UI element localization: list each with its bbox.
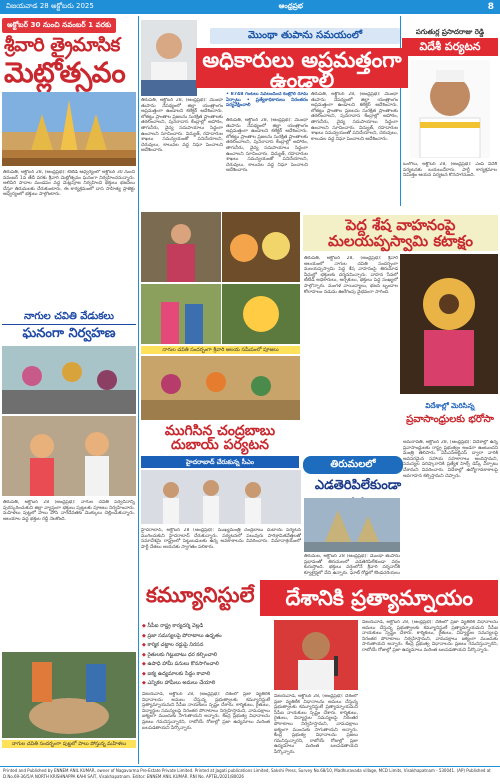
imprint-footer: Printed and Published by ENNEM ANIL KUMAR, owner of Nagavarma Pre-Estate Private Limited. Printed at Jagati publications Limited, Sakshi Press, Survey No.68/10, Madhuravada village, MCD Limits, Visakhapatnam - 530041. (AP) Published at D.No.69-36/5/A NORTH KRISHNAPPA KAHI SAIT, Visakhapatnam. Editor: ENNEM ANIL KUMAR. RNI No. APTEL/2021/80026 — [0, 766, 500, 784]
offerings-photo — [222, 212, 300, 282]
bullet-item: ◆ కార్మిక చట్టాల రద్దుపై నిరసన — [142, 641, 272, 651]
nagula-caption: నాగుల చవితి సందర్భంగా పుట్టలో పాలు పోస్తున్న మహిళలు — [2, 740, 136, 748]
cbn-subhead: హైదరాబాద్ చేరుకున్న సీఎం — [141, 456, 299, 468]
communist-headline — [140, 580, 498, 616]
right-top-kicker: పగుతుర్ల ప్రసాదరాజు రెడ్డి — [415, 28, 485, 36]
vahanam-caption: నాగుల చవితి సందర్భంగా శ్రీవారి ఆలయ సమీపంలో పూజలు — [141, 346, 300, 354]
montha-article-body-col2: తిరుపతి, అక్టోబర్ 28, (ఆంధ్రప్రభ): మొంథా తుపాను నేపథ్యంలో జిల్లా యంత్రాంగం అప్రమత్తంగా ఉండాలని కలెక్టర్ ఆదేశించారు. లోతట్టు ప్రాంతాల ప్రజలను సురక్షిత ప్రాంతాలకు తరలించాలని, పునరావాస కేంద్రాల్లో ఆహారం, తాగునీరు, వైద్య సదుపాయాలు సిద్ధంగా ఉంచాలని సూచించారు. విద్యుత్, రహదారుల శాఖలు సమన్వయంతో పనిచేయాలని, చెరువులు, కాలువల వద్ద నిఘా పెంచాలని ఆదేశించారు. — [226, 118, 308, 174]
montha-kicker: మొంథా తుపాను సమయంలో — [210, 28, 400, 44]
column-rule — [400, 16, 401, 206]
cbn-kicker: ముగిసిన చంద్రబాబు దుబాయ్ పర్యటన — [164, 423, 276, 453]
section-name: ఆంధ్రప్రభ — [278, 2, 303, 10]
communist-headline-a: కమ్యూనిస్టులే — [146, 583, 255, 607]
edition-date: విజయవాడ 28 అక్టోబరు 2025 — [6, 2, 94, 10]
page-header-bar — [0, 0, 500, 14]
communist-article-body-col2: విజయవాడ, అక్టోబర్ 28, (ఆంధ్రప్రభ): దేశంలో ప్రజా వ్యతిరేక విధానాలను అమలు చేస్తున్న ప్రభుత్వాలకు కమ్యూనిస్టులే ప్రత్యామ్నాయమని సీపీఐ నాయకులు స్పష్టం చేశారు. కార్మికులు, రైతులు, విద్యార్థుల సమస్యలపై నిరంతర పోరాటాలు నిర్వహిస్తామని, వామపక్షాలు ఐక్యంగా ముందుకు సాగుతాయని అన్నారు. కేంద్ర ప్రభుత్వ విధానాలను ప్రజలు గమనిస్తున్నారని, రాబోయే రోజుల్లో ప్రజా ఉద్యమాలు మరింత బలపడతాయని పేర్కొన్నారు. — [362, 620, 498, 653]
tirumala-article-body: తిరుపతి, అక్టోబర్ 28, (ఆంధ్రప్రభ): టీటీడీ ఆధ్వర్యంలో అక్టోబర్ 30 నుంచి నవంబర్ 1వ తేదీ వరకు శ్రీవారి మెట్లోత్సవం ఘనంగా నిర్వహించనున్నారు. అలిపిరి పాదాల మండపం వద్ద మెట్లపూజ నిర్వహించి భక్తులు భజనలు చేస్తూ తిరుమలకు చేరుకుంటారు. ఈ కార్యక్రమంలో దాస సాహిత్య ప్రాజెక్టు ఆధ్వర్యంలో భక్తులు పాల్గొంటారు. — [3, 170, 135, 198]
nagula-article-body: తిరుపతి, అక్టోబర్ 28 (ఆంధ్రప్రభ): నాగుల చవితి పర్వదినాన్ని పురస్కరించుకుని జిల్లా వ్యాప్తంగా భక్తులు పుట్టలకు పూజలు నిర్వహించారు. మహిళలు పుట్టలో పాలు పోసి నాగదేవతకు మొక్కులు చెల్లించుకున్నారు. ఆలయాల వద్ద భక్తుల రద్దీ నెలకొంది. — [3, 500, 135, 522]
devotee-puja-photo — [141, 212, 221, 282]
rain-temple-photo — [304, 498, 400, 552]
snake-mound-photo — [2, 652, 136, 738]
montha-headline: అధికారులు అప్రమత్తంగా ఉండాలి — [196, 48, 408, 88]
festival-crowd-photo — [141, 356, 300, 420]
ps-kicker: విదేశాల్లో మెరిసిన్న — [425, 402, 475, 410]
tirumala-kicker: అక్టోబర్ 30 నుంచి నవంబర్ 1 వరకు — [2, 18, 116, 33]
communist-article-body: విజయవాడ, అక్టోబర్ 28, (ఆంధ్రప్రభ): దేశంలో ప్రజా వ్యతిరేక విధానాలను అమలు చేస్తున్న ప్రభుత్వాలకు కమ్యూనిస్టులే ప్రత్యామ్నాయమని సీపీఐ నాయకులు స్పష్టం చేశారు. కార్మికులు, రైతులు, విద్యార్థుల సమస్యలపై నిరంతర పోరాటాలు నిర్వహిస్తామని, వామపక్షాలు ఐక్యంగా ముందుకు సాగుతాయని అన్నారు. కేంద్ర ప్రభుత్వ విధానాలను ప్రజలు గమనిస్తున్నారని, రాబోయే రోజుల్లో ప్రజా ఉద్యమాలు మరింత బలపడతాయని పేర్కొన్నారు. — [274, 694, 358, 755]
communist-article-body-col1: విజయవాడ, అక్టోబర్ 28, (ఆంధ్రప్రభ): దేశంలో ప్రజా వ్యతిరేక విధానాలను అమలు చేస్తున్న ప్రభుత్వాలకు కమ్యూనిస్టులే ప్రత్యామ్నాయమని సీపీఐ నాయకులు స్పష్టం చేశారు. కార్మికులు, రైతులు, విద్యార్థుల సమస్యలపై నిరంతర పోరాటాలు నిర్వహిస్తామని, వామపక్షాలు ఐక్యంగా ముందుకు సాగుతాయని అన్నారు. కేంద్ర ప్రభుత్వ విధానాలను ప్రజలు గమనిస్తున్నారని, రాబోయే రోజుల్లో ప్రజా ఉద్యమాలు మరింత బలపడతాయని పేర్కొన్నారు. — [142, 692, 270, 731]
speaker-photo — [274, 620, 358, 690]
bullet-item: ◆ ప్రజా సమస్యలపై పోరాటాలు ఉధృతం — [142, 632, 272, 642]
vahanam-article-body: తిరుపతి, అక్టోబర్ 28, (ఆంధ్రప్రభ): శ్రీవారి ఆలయంలో నాగుల చవితి సందర్భంగా మలయప్పస్వామి పెద్ద శేష వాహనంపై తిరుమాడ వీధుల్లో భక్తులకు దర్శనమిచ్చారు. వాహన సేవలో టీటీడీ అధికారులు, అర్చకులు, భక్తులు పెద్ద సంఖ్యలో పాల్గొన్నారు. మంగళ వాయిద్యాలు, భజన బృందాల కోలాహలం నడుమ ఊరేగింపు వైభవంగా సాగింది. — [304, 256, 398, 295]
rain-kicker: తిరుమలలో — [303, 456, 403, 474]
right-top-article-body: ఒంగోలు, అక్టోబర్ 28, (ఆంధ్రప్రభ): ఎంపీ విదేశీ పర్యటనకు బయలుదేరారు. పార్టీ కార్యక్రమాల నిమిత్తం ఆయన పర్యటన కొనసాగనుంది. — [403, 162, 497, 179]
ps-article-body: అమరావతి, అక్టోబర్ 28, (ఆంధ్రప్రభ): విదేశాల్లో ఉన్న ప్రవాసాంధ్రులకు రాష్ట్ర ప్రభుత్వం అండగా ఉంటుందని మంత్రి తెలిపారు. ఏపీఎన్ఆర్టీఎస్ ద్వారా వారికి అవసరమైన సహాయ సహకారాలు అందిస్తామని, సమస్యల పరిష్కారానికి ప్రత్యేక హెల్ప్ డెస్క్ ఏర్పాటు చేశామని వివరించారు. విదేశాల్లో ఉద్యోగావకాశాలపై అవగాహన కల్పిస్తామని చెప్పారు. — [403, 440, 498, 479]
nagula-headline: ఘనంగా నిర్వహణ — [22, 326, 116, 341]
ps-headline: ప్రవాసాంధ్రులకు భరోసా — [406, 414, 494, 425]
women-puja-photo — [141, 284, 221, 344]
bullet-item: ◆ ఉపాధి హామీ పనులు కొనసాగించాలి — [142, 660, 272, 670]
communist-bullets — [142, 622, 272, 689]
nagula-photo — [2, 346, 136, 414]
rain-article-body: తిరుమల, అక్టోబర్ 28 (ఆంధ్రప్రభ): మొంథా తుపాను ప్రభావంతో తిరుమలలో ఎడతెరిపిలేకుండా వర్షం కురుస్తోంది. భక్తులు వర్షంలోనే శ్రీవారి దర్శనానికి క్యూలైన్లలో వేచి ఉన్నారు. ఘాట్ రోడ్లలో కొండచరియలు — [304, 554, 400, 576]
right-top-headline: విదేశీ పర్యటన — [402, 38, 498, 56]
montha-article-body-col3: తిరుపతి, అక్టోబర్ 28, (ఆంధ్రప్రభ): మొంథా తుపాను నేపథ్యంలో జిల్లా యంత్రాంగం అప్రమత్తంగా ఉండాలని కలెక్టర్ ఆదేశించారు. లోతట్టు ప్రాంతాల ప్రజలను సురక్షిత ప్రాంతాలకు తరలించాలని, పునరావాస కేంద్రాల్లో ఆహారం, తాగునీరు, వైద్య సదుపాయాలు సిద్ధంగా ఉంచాలని సూచించారు. విద్యుత్, రహదారుల శాఖలు సమన్వయంతో పనిచేయాలని, చెరువులు, కాలువల వద్ద నిఘా పెంచాలని ఆదేశించారు. — [311, 92, 398, 142]
cbn-photo — [141, 470, 301, 524]
vahanam-headline: పెద్ద శేష వాహనంపై మలయప్పస్వామి కటాక్షం — [303, 215, 498, 251]
bullet-item: ◆ ఐక్య ఉద్యమాలకు సిద్ధం కావాలి — [142, 670, 272, 680]
rain-headline: ఎడతెరిపిలేకుండా — [314, 478, 402, 493]
tirumala-headline-line1: శ్రీవారి త్రైమాసిక — [4, 34, 120, 56]
mp-portrait — [410, 60, 490, 158]
cbn-article-body: హైదరాబాద్, అక్టోబర్ 28 (ఆంధ్రప్రభ): ముఖ్యమంత్రి చంద్రబాబు దుబాయ్ పర్యటన ముగించుకుని హైదరాబాద్ చేరుకున్నారు. పర్యటనలో పలువురు పారిశ్రామికవేత్తలతో సమావేశమై రాష్ట్రంలో పెట్టుబడులకు ఉన్న అవకాశాలను వివరించారు. విమానాశ్రయంలో పార్టీ నేతలు ఆయనకు స్వాగతం పలికారు. — [141, 528, 301, 550]
devotees-photo — [2, 416, 136, 496]
collector-portrait — [141, 20, 197, 96]
communist-headline-b: దేశానికి ప్రత్యామ్నాయం — [260, 580, 498, 616]
deity-photo — [400, 254, 498, 394]
montha-lead: • 8748 గంటలు సేవలందించే కంట్రోల్ రూమ్ ఏర్పాటు • ప్రత్యేకాధికారులు నిరంతరం పర్యవేక్షించాలి — [226, 92, 308, 109]
tirumala-headline-line2: మెట్లోత్సవం — [4, 56, 126, 89]
bullet-item: ◆ రైతులకు గిట్టుబాటు ధర కల్పించాలి — [142, 651, 272, 661]
pooja-items-photo — [222, 284, 300, 344]
temple-photo — [2, 92, 136, 166]
page-number: 8 — [487, 2, 494, 12]
nagula-kicker: నాగుల చవితి వేడుకలు — [2, 310, 136, 325]
bullet-item: ◆ సీపీఐ రాష్ట్ర కార్యదర్శి వెల్లడి — [142, 622, 272, 632]
column-rule — [138, 16, 139, 764]
bullet-item: ◆ ఎన్నికల హామీలు అమలు చేయాలి — [142, 679, 272, 689]
montha-article-body: తిరుపతి, అక్టోబర్ 28, (ఆంధ్రప్రభ): మొంథా తుపాను నేపథ్యంలో జిల్లా యంత్రాంగం అప్రమత్తంగా ఉండాలని కలెక్టర్ ఆదేశించారు. లోతట్టు ప్రాంతాల ప్రజలను సురక్షిత ప్రాంతాలకు తరలించాలని, పునరావాస కేంద్రాల్లో ఆహారం, తాగునీరు, వైద్య సదుపాయాలు సిద్ధంగా ఉంచాలని సూచించారు. విద్యుత్, రహదారుల శాఖలు సమన్వయంతో పనిచేయాలని, చెరువులు, కాలువల వద్ద నిఘా పెంచాలని ఆదేశించారు. — [141, 98, 223, 154]
